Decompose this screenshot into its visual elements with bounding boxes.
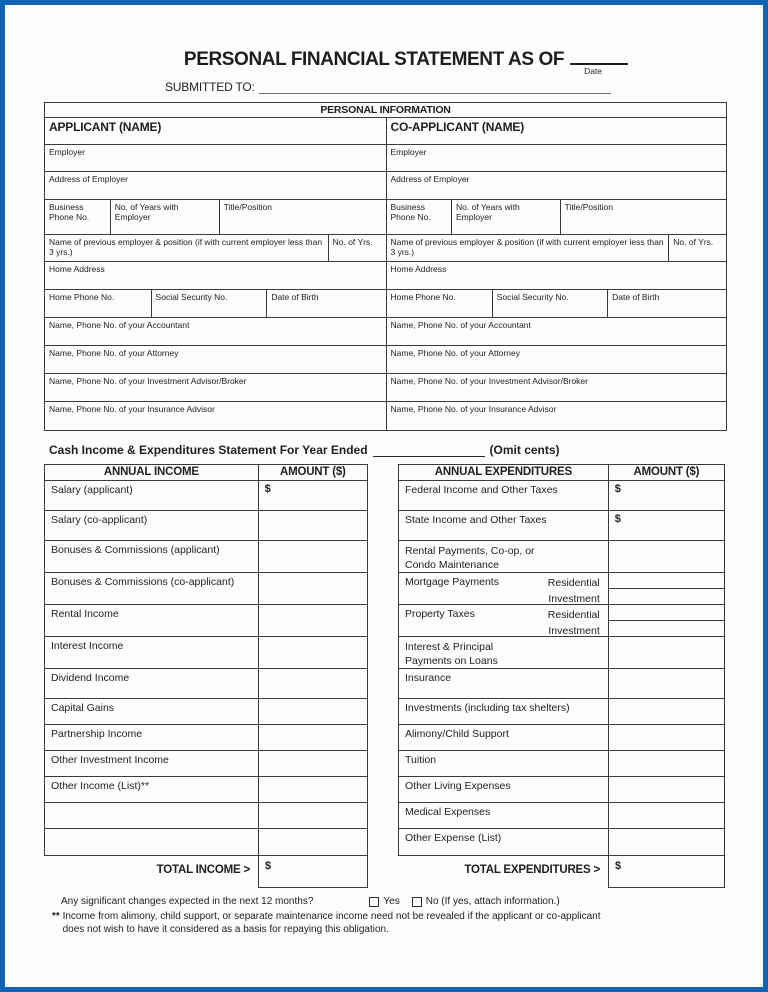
co-applicant-dob-field[interactable] <box>607 290 726 317</box>
no-of-yrs-label: No. of Yrs. <box>332 237 373 247</box>
expenditure-row <box>399 699 724 725</box>
expenditure-row-label: Medical Expenses <box>405 806 491 818</box>
co-applicant-business-phone-field[interactable] <box>387 200 452 234</box>
interest-principal-line2: Payments on Loans <box>405 655 498 667</box>
expenditure-row-label: Investments (including tax shelters) <box>405 702 570 714</box>
expenditure-amount-cell[interactable] <box>608 751 724 776</box>
co-applicant-previous-employer-field[interactable] <box>387 235 669 261</box>
annual-income-table <box>44 464 368 856</box>
income-row-label: Capital Gains <box>51 702 115 714</box>
years-employer-label: No. of Years with Employer <box>114 202 179 222</box>
residential-label: Residential <box>547 577 600 589</box>
home-phone-label: Home Phone No. <box>49 292 115 302</box>
income-row <box>45 751 367 777</box>
expenditure-row <box>399 725 724 751</box>
applicant-home-phone-field[interactable] <box>45 290 151 317</box>
expenditure-row-label <box>399 541 608 572</box>
applicant-dob-field[interactable] <box>266 290 385 317</box>
significant-changes-question: Any significant changes expected in the next 12 months? <box>61 896 314 907</box>
income-row-label: Salary (co-applicant) <box>51 514 148 526</box>
income-total-row <box>44 856 368 888</box>
income-amount-header: AMOUNT ($) <box>258 465 367 480</box>
investment-advisor-label: Name, Phone No. of your Investment Advisor/Broker <box>49 376 247 386</box>
expenditures-total-row <box>398 856 725 888</box>
business-phone-label: Business Phone No. <box>49 202 90 222</box>
income-amount-cell[interactable] <box>258 541 367 572</box>
home-address-label: Home Address <box>49 264 105 274</box>
co-applicant-business-row <box>387 200 727 235</box>
expenditure-row-label: Federal Income and Other Taxes <box>405 484 558 496</box>
expenditure-row <box>399 511 724 541</box>
co-applicant-years-employer-field[interactable] <box>451 200 560 234</box>
applicant-attorney-field[interactable] <box>45 346 386 374</box>
expenditure-amount-cell[interactable] <box>608 803 724 828</box>
income-amount-cell[interactable] <box>258 637 367 668</box>
years-employer-label: No. of Years with Employer <box>456 202 520 222</box>
annual-expenditures-table <box>398 464 725 856</box>
expenditure-row <box>399 541 724 573</box>
ssn-label: Social Security No. <box>496 292 569 302</box>
applicant-employer-field[interactable] <box>45 145 386 172</box>
expenditure-row <box>399 751 724 777</box>
co-applicant-name-label: CO-APPLICANT (NAME) <box>390 120 525 134</box>
employer-address-label: Address of Employer <box>390 174 470 184</box>
expenditures-amount-header: AMOUNT ($) <box>608 465 724 480</box>
income-row-label: Bonuses & Commissions (applicant) <box>51 544 220 556</box>
submitted-to-row <box>44 80 768 94</box>
expenditure-row-label: Tuition <box>405 754 437 766</box>
mortgage-label-cell <box>399 573 608 604</box>
statement-line <box>44 443 768 457</box>
insurance-advisor-label: Name, Phone No. of your Insurance Advisor <box>390 404 557 414</box>
personal-info-table <box>44 102 727 431</box>
dob-label: Date of Birth <box>612 292 660 302</box>
applicant-employer-address-field[interactable] <box>45 172 386 200</box>
year-ended-blank[interactable] <box>373 445 485 457</box>
co-applicant-attorney-field[interactable] <box>387 346 727 374</box>
property-taxes-label: Property Taxes <box>405 608 475 620</box>
income-amount-cell[interactable] <box>258 751 367 776</box>
title-position-label: Title/Position <box>564 202 613 212</box>
income-row <box>45 637 367 669</box>
previous-employer-label: Name of previous employer & position (if with current employer less than 3 yrs.) <box>49 237 323 257</box>
applicant-title-position-field[interactable] <box>219 200 386 234</box>
income-column-header: ANNUAL INCOME <box>103 466 199 478</box>
income-row-label: Salary (applicant) <box>51 484 133 496</box>
accountant-label: Name, Phone No. of your Accountant <box>390 320 531 330</box>
expenditure-row-label: State Income and Other Taxes <box>405 514 547 526</box>
no-of-yrs-label: No. of Yrs. <box>673 237 714 247</box>
income-row-blank <box>45 829 367 855</box>
income-amount-cell[interactable] <box>258 669 367 698</box>
income-blank-label-cell[interactable] <box>45 829 258 855</box>
co-applicant-name-field[interactable] <box>387 118 727 145</box>
expenditure-amount-cell[interactable]: $ <box>608 481 724 510</box>
mortgage-residential-amount-cell[interactable] <box>609 573 724 589</box>
submitted-to-label: SUBMITTED TO: <box>165 80 255 94</box>
applicant-years-employer-field[interactable] <box>110 200 219 234</box>
income-row <box>45 511 367 541</box>
income-row-blank <box>45 803 367 829</box>
income-row <box>45 605 367 637</box>
income-row <box>45 669 367 699</box>
applicant-previous-employer-row <box>45 235 386 262</box>
annual-expenditures-section <box>398 464 725 888</box>
expenditure-amount-cell[interactable] <box>608 699 724 724</box>
expenditure-row-label: Insurance <box>405 672 452 684</box>
annual-income-section <box>44 464 368 888</box>
residential-label: Residential <box>547 609 600 621</box>
total-income-label: TOTAL INCOME > <box>156 864 250 876</box>
expenditure-amount-cell[interactable]: $ <box>608 511 724 540</box>
income-row <box>45 699 367 725</box>
income-row-label: Bonuses & Commissions (co-applicant) <box>51 576 235 588</box>
income-amount-cell[interactable] <box>258 803 367 828</box>
income-amount-cell[interactable] <box>258 725 367 750</box>
co-applicant-employer-address-field[interactable] <box>387 172 727 200</box>
footnote <box>44 910 768 936</box>
home-address-label: Home Address <box>390 264 447 274</box>
yes-label: Yes <box>383 896 400 907</box>
statement-label: Cash Income & Expenditures Statement For Year Ended <box>49 443 368 457</box>
expenditure-amount-cell[interactable] <box>608 725 724 750</box>
expenditure-row <box>399 669 724 699</box>
mortgage-payments-label: Mortgage Payments <box>405 576 499 588</box>
co-applicant-previous-employer-row <box>387 235 727 262</box>
income-row <box>45 541 367 573</box>
ssn-label: Social Security No. <box>155 292 228 302</box>
total-expenditures-label: TOTAL EXPENDITURES > <box>464 864 600 876</box>
form-title-text: PERSONAL FINANCIAL STATEMENT AS OF <box>183 49 565 70</box>
footnote-marker: ** <box>52 911 60 922</box>
income-amount-cell[interactable] <box>258 829 367 855</box>
applicant-ssn-field[interactable] <box>151 290 267 317</box>
mortgage-investment-amount-cell[interactable] <box>609 589 724 604</box>
income-row-label: Rental Income <box>51 608 119 620</box>
significant-changes-question-row <box>44 896 768 907</box>
co-applicant-home-phone-field[interactable] <box>387 290 492 317</box>
co-applicant-insurance-advisor-field[interactable] <box>387 402 727 430</box>
personal-info-header: PERSONAL INFORMATION <box>45 103 726 118</box>
property-residential-amount-cell[interactable] <box>609 605 724 621</box>
employer-address-label: Address of Employer <box>49 174 128 184</box>
co-applicant-home-address-field[interactable] <box>387 262 727 290</box>
as-of-date-blank[interactable] <box>570 47 628 76</box>
co-applicant-ssn-field[interactable] <box>492 290 607 317</box>
income-amount-cell[interactable] <box>258 699 367 724</box>
applicant-phone-ssn-dob-row <box>45 290 386 318</box>
rental-payments-line1: Rental Payments, Co-op, or <box>405 545 535 557</box>
employer-label: Employer <box>49 147 85 157</box>
expenditure-row <box>399 481 724 511</box>
expenditure-row <box>399 803 724 829</box>
applicant-name-field[interactable] <box>45 118 386 145</box>
expenditure-amount-cell[interactable] <box>608 829 724 855</box>
income-row-label: Interest Income <box>51 640 124 652</box>
total-income-amount-cell[interactable]: $ <box>258 856 368 888</box>
submitted-to-blank[interactable] <box>259 81 611 94</box>
expenditure-row <box>399 777 724 803</box>
expenditure-amount-cell[interactable] <box>608 541 724 572</box>
applicant-no-of-yrs-field[interactable] <box>328 235 386 261</box>
applicant-business-row <box>45 200 386 235</box>
investment-label: Investment <box>548 624 600 637</box>
expenditure-amount-cell[interactable] <box>608 777 724 802</box>
expenditure-amount-cell[interactable] <box>608 669 724 698</box>
applicant-previous-employer-field[interactable] <box>45 235 328 261</box>
dob-label: Date of Birth <box>271 292 319 302</box>
previous-employer-label: Name of previous employer & position (if with current employer less than 3 yrs.) <box>390 237 664 257</box>
income-row-label: Other Income (List)** <box>51 780 150 792</box>
applicant-business-phone-field[interactable] <box>45 200 110 234</box>
home-phone-label: Home Phone No. <box>390 292 456 302</box>
no-checkbox[interactable] <box>412 897 422 907</box>
total-expenditures-amount-cell[interactable]: $ <box>608 856 725 888</box>
expenditure-row-label: Other Living Expenses <box>405 780 511 792</box>
attorney-label: Name, Phone No. of your Attorney <box>390 348 520 358</box>
expenditure-row-label: Alimony/Child Support <box>405 728 509 740</box>
business-phone-label: Business Phone No. <box>390 202 431 222</box>
income-row-label: Partnership Income <box>51 728 143 740</box>
property-investment-amount-cell[interactable] <box>609 621 724 636</box>
co-applicant-accountant-field[interactable] <box>387 318 727 346</box>
applicant-insurance-advisor-field[interactable] <box>45 402 386 430</box>
applicant-home-address-field[interactable] <box>45 262 386 290</box>
form-title <box>44 47 768 76</box>
income-row <box>45 481 367 511</box>
attorney-label: Name, Phone No. of your Attorney <box>49 348 179 358</box>
income-row-label: Other Investment Income <box>51 754 169 766</box>
property-taxes-label-cell <box>399 605 608 636</box>
expenditure-amount-cell[interactable] <box>608 637 724 668</box>
insurance-advisor-label: Name, Phone No. of your Insurance Advisor <box>49 404 215 414</box>
no-label: No (If yes, attach information.) <box>425 896 560 907</box>
co-applicant-phone-ssn-dob-row <box>387 290 727 318</box>
income-amount-cell[interactable] <box>258 573 367 604</box>
interest-principal-line1: Interest & Principal <box>405 641 494 653</box>
expenditures-column-header: ANNUAL EXPENDITURES <box>434 466 572 478</box>
co-applicant-title-position-field[interactable] <box>560 200 726 234</box>
co-applicant-no-of-yrs-field[interactable] <box>668 235 726 261</box>
rental-payments-line2: Condo Maintenance <box>405 559 499 571</box>
co-applicant-column <box>386 118 727 430</box>
expenditure-row <box>399 829 724 855</box>
footnote-text: Income from alimony, child support, or separate maintenance income need not be revealed if the applicant or co-applicant does not wish to have it considered as a basis for repaying this obligation. <box>62 911 601 935</box>
expenditure-row <box>399 637 724 669</box>
employer-label: Employer <box>390 147 427 157</box>
income-row-label: Dividend Income <box>51 672 130 684</box>
income-blank-label-cell[interactable] <box>45 803 258 828</box>
applicant-column <box>45 118 386 430</box>
title-position-label: Title/Position <box>223 202 272 212</box>
income-amount-cell[interactable] <box>258 511 367 540</box>
applicant-accountant-field[interactable] <box>45 318 386 346</box>
investment-label: Investment <box>548 592 600 605</box>
date-label: Date <box>584 66 603 76</box>
expenditure-row-label: Other Expense (List) <box>405 832 502 844</box>
income-row <box>45 725 367 751</box>
applicant-name-label: APPLICANT (NAME) <box>49 120 162 134</box>
co-applicant-employer-field[interactable] <box>387 145 727 172</box>
income-amount-cell[interactable]: $ <box>258 481 367 510</box>
accountant-label: Name, Phone No. of your Accountant <box>49 320 190 330</box>
expenditure-row-label <box>399 637 608 668</box>
income-amount-cell[interactable] <box>258 605 367 636</box>
expenditure-row-property-taxes <box>399 605 724 637</box>
expenditure-row-mortgage <box>399 573 724 605</box>
income-amount-cell[interactable] <box>258 777 367 802</box>
yes-checkbox[interactable] <box>369 897 379 907</box>
co-applicant-investment-advisor-field[interactable] <box>387 374 727 402</box>
investment-advisor-label: Name, Phone No. of your Investment Advisor/Broker <box>390 376 588 386</box>
applicant-investment-advisor-field[interactable] <box>45 374 386 402</box>
income-row <box>45 777 367 803</box>
omit-cents-label: (Omit cents) <box>489 443 560 457</box>
income-row <box>45 573 367 605</box>
